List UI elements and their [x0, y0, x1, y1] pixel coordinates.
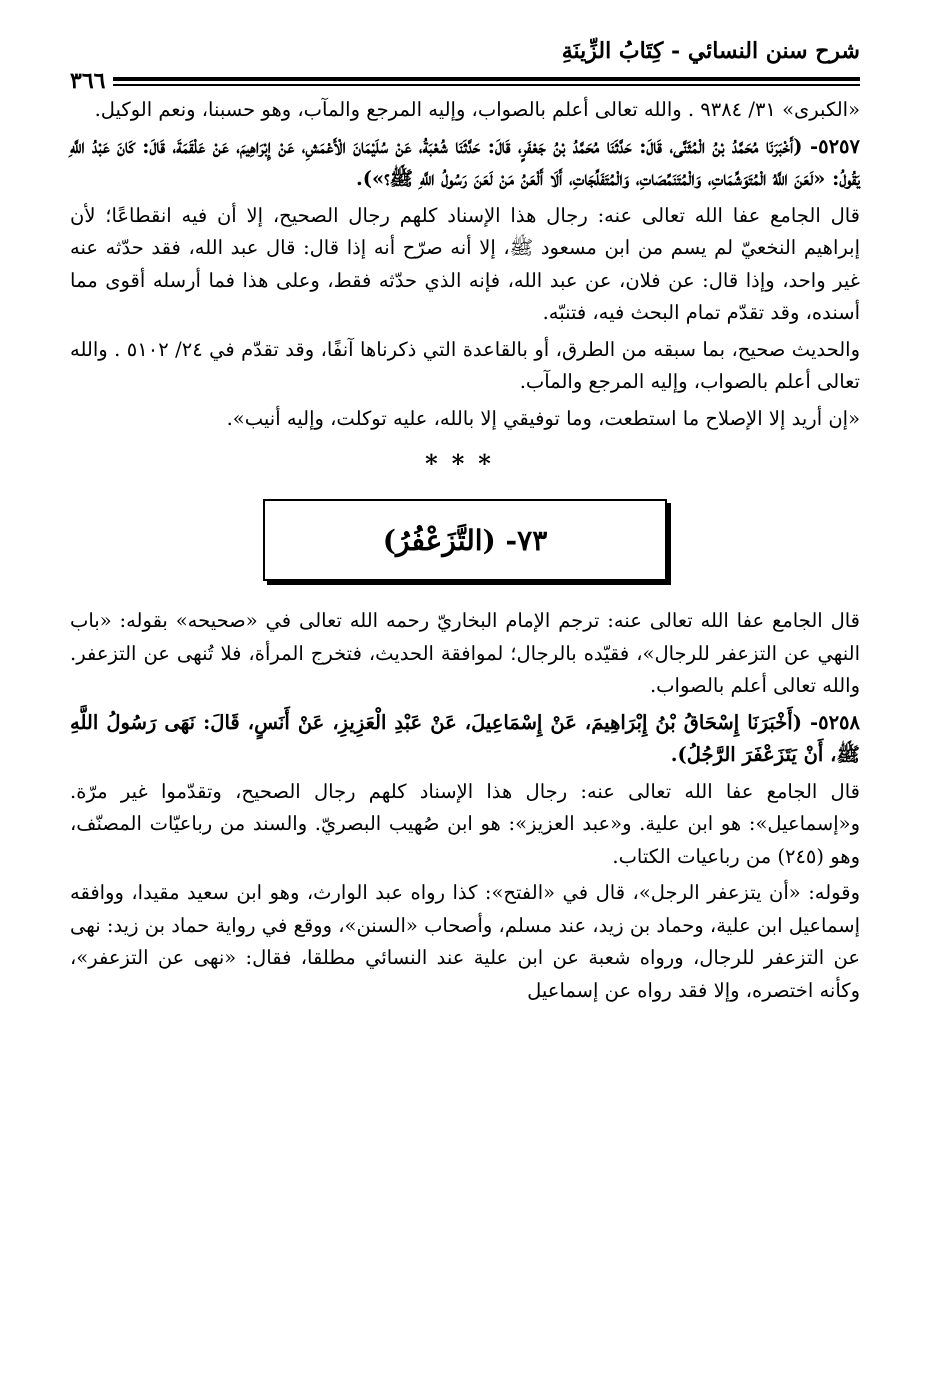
body-text-bottom	[70, 605, 860, 1007]
paragraph-fath-quote: وقوله: «أن يتزعفر الرجل»، قال في «الفتح»: كذا رواه عبد الوارث، وهو ابن سعيد مقيدا، ووافقه إسماعيل ابن علية، وحماد بن زيد، عند مسلم، وأصحاب «السنن»، ووقع في رواية حماد بن زيد: نهى عن التزعفر للرجال، ورواه شعبة عن ابن علية عند النسائي مطلقا، فقال: «نهى عن التزعفر»، وكأنه اختصره، وإلا فقد رواه عن إسماعيل	[70, 881, 860, 1002]
header-rule-thin	[70, 84, 860, 86]
header-rule	[70, 77, 860, 81]
paragraph-citation: «الكبرى» ٣١/ ٩٣٨٤ . والله تعالى أعلم بالصواب، وإليه المرجع والمآب، وهو حسبنا، ونعم الوكيل.	[94, 98, 860, 121]
header-title: شرح سنن النسائي - كِتَابُ الزِّينَةِ	[561, 38, 860, 64]
hadith-5258: ٥٢٥٨- (أَخْبَرَنَا إِسْحَاقُ بْنُ إِبْرَاهِيمَ، عَنْ إِسْمَاعِيلَ، عَنْ عَبْدِ الْعَزِيزِ، عَنْ أَنَسٍ، قَالَ: نَهَى رَسُولُ اللَّهِ ﷺ، أَنْ يَتَزَعْفَرَ الرَّجُلُ).	[70, 710, 860, 766]
paragraph-closing-quote: «إن أريد إلا الإصلاح ما استطعت، وما توفيقي إلا بالله، عليه توكلت، وإليه أنيب».	[226, 406, 860, 430]
hadith-5257: ٥٢٥٧- (أَخْبَرَنَا مُحَمَّدُ بْنُ الْمُثَنَّى، قَالَ: حَدَّثَنَا مُحَمَّدُ بْنُ جَعْفَرٍ، قَالَ: حَدَّثَنَا شُعْبَةُ، عَنْ سُلَيْمَانَ الْأَعْمَشِ، عَنْ إِبْرَاهِيمَ، عَنْ عَلْقَمَةَ، قَالَ: كَانَ عَبْدُ اللَّهِ يَقُولُ: «لَعَنَ اللَّهُ الْمُتَوَشِّمَاتِ، وَالْمُتَنَمِّصَاتِ، وَالْمُتَفَلِّجَاتِ، أَلَا أَلْعَنُ مَنْ لَعَنَ رَسُولُ اللَّهِ ﷺ؟»).	[70, 134, 860, 190]
page-header	[70, 34, 860, 94]
page-number: ٣٦٦	[70, 70, 113, 92]
section-heading-box	[263, 499, 667, 581]
section-separator: ***	[425, 449, 505, 478]
paragraph-isnad-men: قال الجامع عفا الله تعالى عنه: رجال هذا الإسناد كلهم رجال الصحيح، وتقدّموا غير مرّة. و«إسماعيل»: هو ابن علية. و«عبد العزيز»: هو ابن صُهيب البصريّ. والسند من رباعيّات المصنّف، وهو (٢٤٥) من رباعيات الكتاب.	[70, 779, 860, 868]
page	[70, 34, 860, 1011]
paragraph-commentary-isnad: قال الجامع عفا الله تعالى عنه: رجال هذا الإسناد كلهم رجال الصحيح، إلا أن فيه انقطاعًا؛ لأن إبراهيم النخعيّ لم يسم من ابن مسعود ﷺ، إلا أنه صرّح أنه إذا قال: قال عبد الله، فقد حدّثه عنه غير واحد، وإذا قال: عن فلان، عن عبد الله، فإنه الذي حدّثه فقط، وعلى هذا فما أرسله أقوى مما أسنده، وقد تقدّم تمام البحث فيه، فتنبّه.	[70, 203, 860, 324]
paragraph-bukhari-chapter: قال الجامع عفا الله تعالى عنه: ترجم الإمام البخاريّ رحمه الله تعالى في «صحيحه» بقوله: «باب النهي عن التزعفر للرجال»، فقيّده بالرجال؛ لموافقة الحديث، فتخرج المرأة، فلا تُنهى عن التزعفر. والله تعالى أعلم بالصواب.	[70, 609, 860, 697]
body-text-top	[70, 94, 860, 435]
paragraph-grading: والحديث صحيح، بما سبقه من الطرق، أو بالقاعدة التي ذكرناها آنفًا، وقد تقدّم في ٢٤/ ٥١٠٢ . والله تعالى أعلم بالصواب، وإليه المرجع والمآب.	[70, 337, 860, 393]
section-title: ٧٣- (التَّزَعْفُرُ)	[382, 523, 548, 557]
